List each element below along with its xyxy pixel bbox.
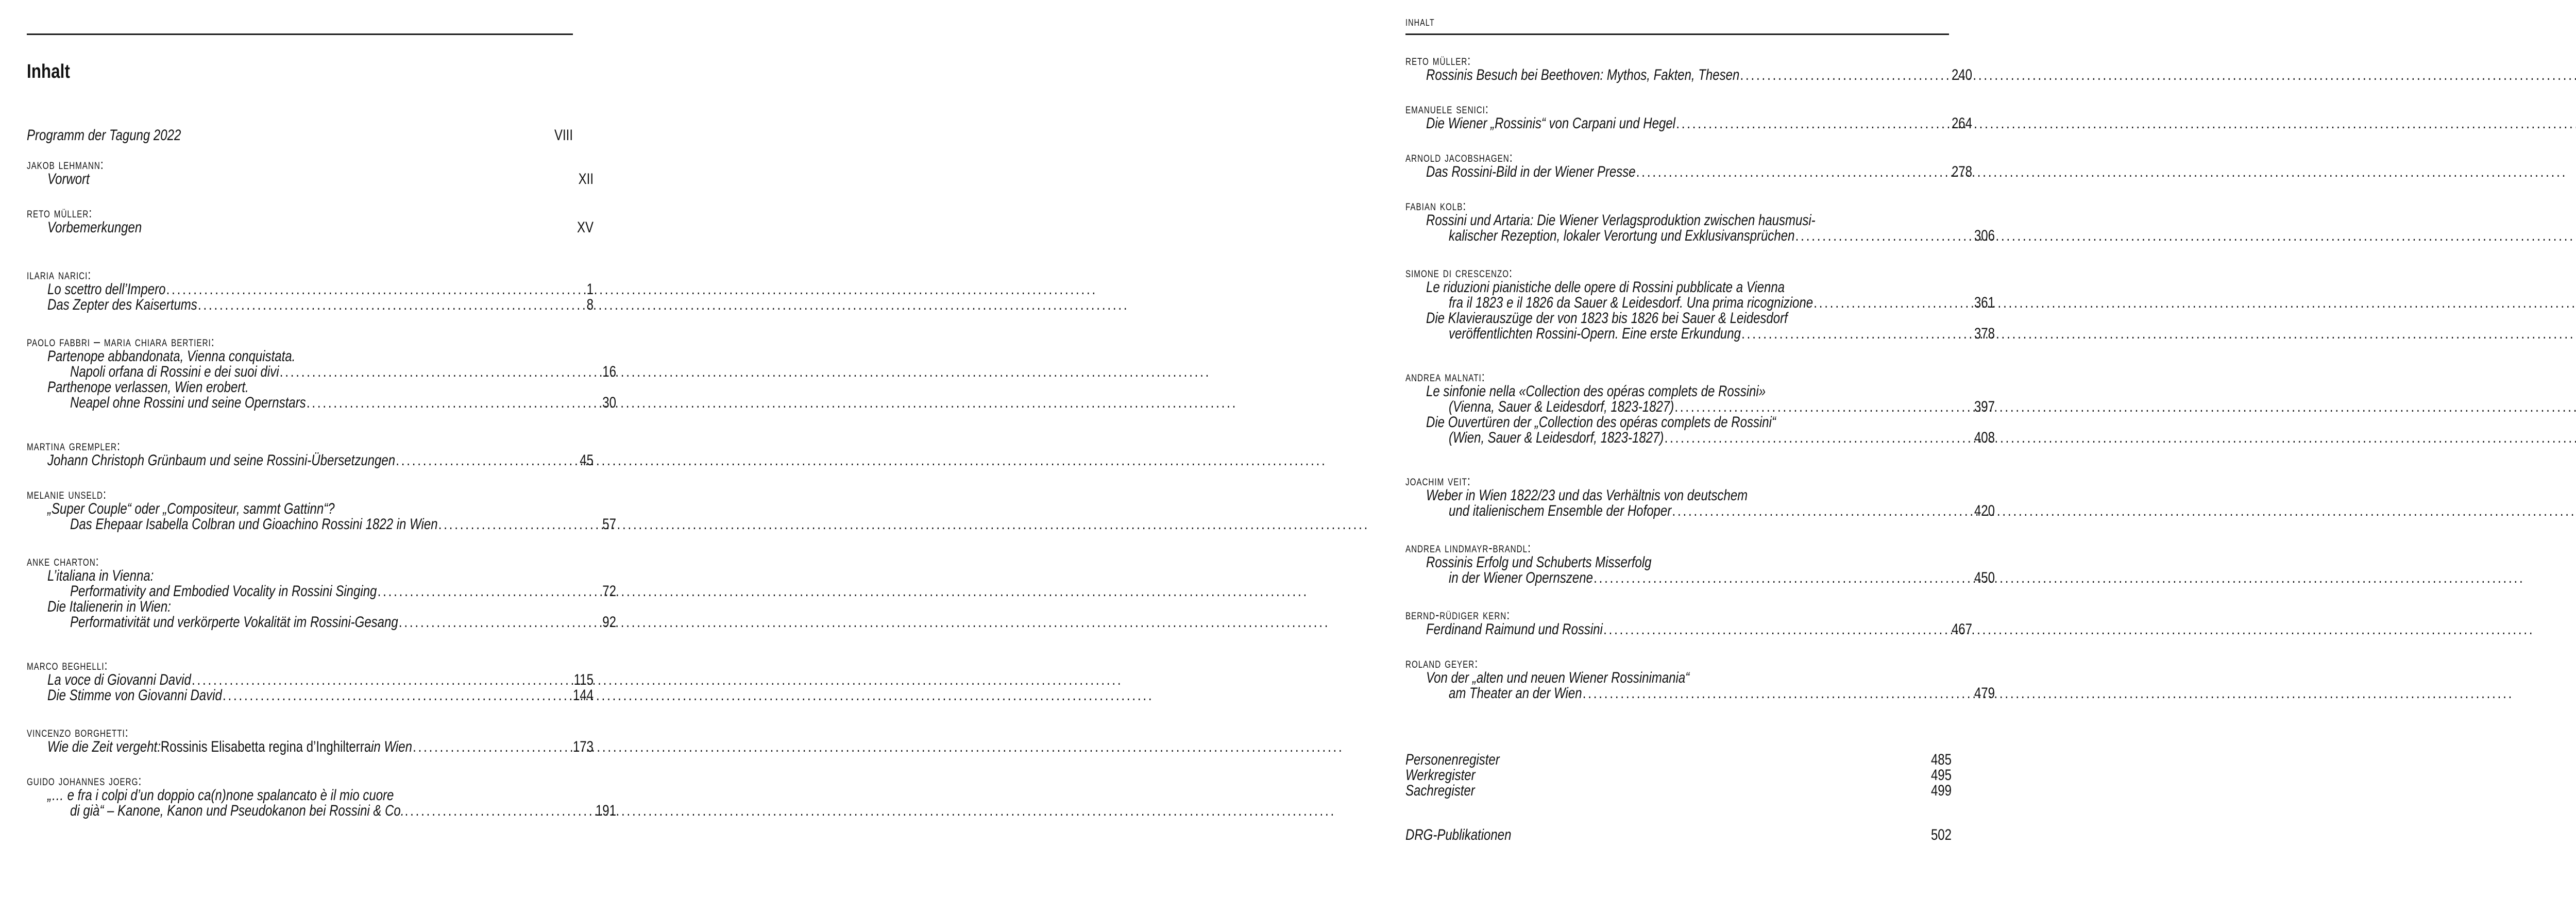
page-number: 397 bbox=[1974, 398, 1995, 415]
toc-entry-line[interactable] bbox=[1405, 783, 1952, 799]
toc-entry-author: fabian kolb: bbox=[1405, 198, 1467, 213]
toc-entry-title: Rossini und Artaria: Die Wiener Verlagsproduktion zwischen hausmusi- bbox=[1426, 212, 1816, 229]
dot-leader bbox=[1741, 326, 1973, 342]
toc-entry-line[interactable] bbox=[27, 599, 594, 615]
page-number: 1 bbox=[586, 281, 594, 298]
dot-leader bbox=[378, 584, 601, 599]
toc-entry-line[interactable] bbox=[27, 688, 594, 703]
toc-entry-title: Die Italienerin in Wien: bbox=[47, 598, 171, 615]
toc-entry-title-run: in Wien bbox=[371, 738, 412, 755]
toc-entry bbox=[1405, 656, 2142, 701]
right-page-top-rule bbox=[1405, 33, 1949, 35]
toc-entry-line[interactable] bbox=[27, 453, 594, 468]
toc-entry-author: vincenzo borghetti: bbox=[27, 724, 129, 740]
toc-entry-author: andrea lindmayr-brandl: bbox=[1405, 540, 1531, 555]
toc-entry-title: Rossinis Besuch bei Beethoven: Mythos, Fakten, Thesen bbox=[1426, 66, 1740, 83]
toc-entry-line[interactable] bbox=[27, 220, 594, 235]
page-number: 240 bbox=[1951, 66, 1972, 83]
toc-entry bbox=[1405, 541, 2142, 586]
toc-entry-line[interactable] bbox=[1405, 670, 1972, 686]
toc-entry-title: am Theater an der Wien bbox=[1449, 685, 1582, 702]
dot-leader bbox=[399, 615, 601, 630]
toc-entry-line[interactable] bbox=[1405, 622, 1972, 637]
dot-leader bbox=[1665, 430, 1973, 446]
page-number: 502 bbox=[1930, 826, 1952, 843]
toc-entry bbox=[27, 554, 764, 630]
toc-entry-title: Lo scettro dell’Impero bbox=[47, 281, 166, 298]
running-head-label: inhalt bbox=[1405, 14, 1435, 29]
toc-entry-author: ilaria narici: bbox=[27, 267, 92, 282]
toc-entry bbox=[1405, 150, 2114, 180]
toc-entry-line[interactable] bbox=[1405, 326, 1995, 342]
toc-entry-line[interactable] bbox=[1405, 228, 1995, 244]
dot-leader bbox=[1672, 503, 1973, 519]
toc-entry-title: Performativität und verkörperte Vokalität im Rossini-Gesang bbox=[70, 614, 398, 631]
toc-entry-line[interactable] bbox=[1405, 415, 1972, 430]
toc-entry-line[interactable] bbox=[1405, 503, 1995, 519]
dot-leader bbox=[1594, 570, 1973, 586]
toc-entry-line[interactable] bbox=[27, 128, 573, 143]
toc-entry bbox=[27, 335, 764, 411]
dot-leader bbox=[1795, 228, 1973, 244]
toc-entry-line[interactable] bbox=[27, 803, 616, 819]
toc-entry-title: fra il 1823 e il 1826 da Sauer & Leidesdorf. Una prima ricognizione bbox=[1449, 294, 1814, 311]
toc-entry bbox=[1405, 102, 2114, 131]
toc-entry-title: Vorbemerkungen bbox=[47, 219, 142, 236]
dot-leader bbox=[280, 364, 601, 380]
toc-entry-line[interactable] bbox=[1405, 213, 1972, 228]
toc-entry-author: arnold jacobshagen: bbox=[1405, 149, 1513, 165]
toc-entry bbox=[1405, 54, 2114, 83]
toc-entry-title: Die Klavierauszüge der von 1823 bis 1826 bei Sauer & Leidesdorf bbox=[1426, 310, 1788, 327]
toc-entry bbox=[27, 725, 735, 755]
toc-entry-title: Napoli orfana di Rossini e dei suoi divi bbox=[70, 363, 279, 380]
dot-leader bbox=[413, 739, 571, 755]
toc-entry-author: emanuele senici: bbox=[1405, 101, 1489, 116]
toc-entry-title: veröffentlichten Rossini-Opern. Eine erste Erkundung bbox=[1449, 325, 1741, 342]
toc-entry-line[interactable] bbox=[1405, 116, 1972, 131]
dot-leader bbox=[396, 453, 579, 468]
toc-entry bbox=[27, 158, 735, 187]
toc-entry bbox=[27, 206, 735, 235]
toc-entry bbox=[1405, 474, 2142, 519]
page-number: 16 bbox=[602, 363, 616, 380]
dot-leader bbox=[1814, 295, 1973, 311]
toc-entry-title: Das Ehepaar Isabella Colbran und Gioachino Rossini 1822 in Wien bbox=[70, 516, 438, 533]
page-number: 278 bbox=[1951, 163, 1972, 180]
page-number: 8 bbox=[586, 296, 594, 313]
toc-entry-line[interactable] bbox=[1405, 384, 1972, 399]
toc-entry-title: (Wien, Sauer & Leidesdorf, 1823-1827) bbox=[1449, 429, 1664, 446]
toc-entry-title: Rossinis Erfolg und Schuberts Misserfolg bbox=[1426, 554, 1652, 571]
dot-leader bbox=[192, 672, 572, 688]
toc-entry-line[interactable] bbox=[27, 349, 594, 364]
toc-entry-line[interactable] bbox=[1405, 555, 1972, 570]
toc-entry-title: Sachregister bbox=[1405, 782, 1475, 799]
toc-entry-author: anke charton: bbox=[27, 553, 99, 569]
toc-entry-line[interactable] bbox=[1405, 67, 1972, 83]
toc-entry-line[interactable] bbox=[1405, 686, 1995, 701]
page-number: XII bbox=[578, 171, 594, 188]
toc-entry-line[interactable] bbox=[1405, 488, 1972, 503]
toc-entry bbox=[27, 268, 735, 313]
toc-entry-line[interactable] bbox=[1405, 295, 1995, 311]
toc-entry-line[interactable] bbox=[1405, 768, 1952, 783]
toc-entry-line[interactable] bbox=[1405, 827, 1952, 843]
page-number: VIII bbox=[554, 127, 573, 144]
page-number: 378 bbox=[1974, 325, 1995, 342]
toc-entry-line[interactable] bbox=[27, 788, 594, 803]
page-number: 30 bbox=[602, 394, 616, 411]
page-number: 495 bbox=[1930, 767, 1952, 784]
toc-entry-line[interactable] bbox=[1405, 430, 1995, 446]
toc-entry-author: reto müller: bbox=[1405, 53, 1471, 68]
toc-entry-author: paolo fabbri – maria chiara bertieri: bbox=[27, 334, 215, 349]
toc-entry-line[interactable] bbox=[27, 739, 594, 755]
toc-entry-title: kalischer Rezeption, lokaler Verortung und Exklusivansprüchen bbox=[1449, 227, 1795, 244]
toc-entry-title: Johann Christoph Grünbaum und seine Rossini-Übersetzungen bbox=[47, 452, 396, 469]
toc-entry-title: Parthenope verlassen, Wien erobert. bbox=[47, 379, 249, 396]
toc-entry-line[interactable] bbox=[27, 584, 616, 599]
toc-entry-title: Ferdinand Raimund und Rossini bbox=[1426, 621, 1603, 638]
dot-leader bbox=[166, 282, 586, 297]
toc-entry-title: di già“ – Kanone, Kanon und Pseudokanon bei Rossini & Co. bbox=[70, 802, 404, 819]
page-number: 408 bbox=[1974, 429, 1995, 446]
toc-entry-line[interactable] bbox=[1405, 311, 1972, 326]
toc-entry-line[interactable] bbox=[1405, 752, 1952, 768]
toc-entry-title-run: Wie die Zeit vergeht: bbox=[47, 738, 161, 755]
toc-entry-author: marco beghelli: bbox=[27, 657, 108, 673]
toc-entry-line[interactable] bbox=[1405, 570, 1995, 586]
toc-entry-title: Die Ouvertüren der „Collection des opéras complets de Rossini“ bbox=[1426, 414, 1776, 431]
toc-entry bbox=[27, 774, 764, 819]
toc-entry-line[interactable] bbox=[27, 501, 594, 517]
toc-entry-title: Le riduzioni pianistiche delle opere di Rossini pubblicate a Vienna bbox=[1426, 279, 1785, 296]
toc-entry-author: roland geyer: bbox=[1405, 655, 1479, 671]
toc-entry-title: Die Wiener „Rossinis“ von Carpani und Hegel bbox=[1426, 115, 1675, 132]
dot-leader bbox=[438, 517, 601, 532]
toc-entry-title: Partenope abbandonata, Vienna conquistata. bbox=[47, 348, 296, 365]
toc-entry bbox=[27, 439, 735, 468]
toc-entry bbox=[1405, 266, 2142, 342]
page-number: 45 bbox=[580, 452, 594, 469]
page-number: 92 bbox=[602, 614, 616, 631]
dot-leader bbox=[1740, 67, 1951, 83]
toc-entry-author: simone di crescenzo: bbox=[1405, 265, 1513, 280]
toc-entry-author: reto müller: bbox=[27, 205, 93, 221]
page-number: 420 bbox=[1974, 502, 1995, 519]
toc-entry-author: andrea malnati: bbox=[1405, 369, 1485, 384]
dot-leader bbox=[198, 297, 585, 313]
toc-entry-title: L’italiana in Vienna: bbox=[47, 567, 154, 584]
toc-entry-author: martina grempler: bbox=[27, 438, 121, 453]
toc-entry-author: jakob lehmann: bbox=[27, 157, 104, 172]
toc-entry-title: Das Zepter des Kaisertums bbox=[47, 296, 197, 313]
toc-entry-title: Programm der Tagung 2022 bbox=[27, 127, 181, 144]
page-number: 450 bbox=[1974, 569, 1995, 586]
toc-entry-title: Vorwort bbox=[47, 171, 90, 188]
toc-entry-line[interactable] bbox=[27, 172, 594, 187]
toc-entry bbox=[1405, 752, 2088, 799]
toc-entry-title: Von der „alten und neuen Wiener Rossinimania“ bbox=[1426, 669, 1690, 686]
toc-entry-title: La voce di Giovanni David bbox=[47, 671, 191, 688]
page-number: 57 bbox=[602, 516, 616, 533]
toc-entry-title: Le sinfonie nella «Collection des opéras complets de Rossini» bbox=[1426, 383, 1766, 400]
page-number: 467 bbox=[1951, 621, 1972, 638]
page-number: 361 bbox=[1974, 294, 1995, 311]
dot-leader bbox=[1603, 622, 1950, 637]
toc-entry-line[interactable] bbox=[27, 615, 616, 630]
page-number: 485 bbox=[1930, 751, 1952, 768]
right-page bbox=[659, 0, 1995, 897]
toc-entry-author: guido johannes joerg: bbox=[27, 773, 142, 788]
toc-entry-title: (Vienna, Sauer & Leidesdorf, 1823-1827) bbox=[1449, 398, 1674, 415]
page-title: Inhalt bbox=[27, 61, 71, 82]
toc-entry-title: Das Rossini-Bild in der Wiener Presse bbox=[1426, 163, 1636, 180]
dot-leader bbox=[1676, 116, 1950, 131]
toc-entry-title: Personenregister bbox=[1405, 751, 1500, 768]
dot-leader bbox=[405, 803, 595, 819]
left-page bbox=[0, 0, 659, 897]
toc-entry-author: joachim veit: bbox=[1405, 473, 1471, 488]
toc-entry-title: „Super Couple“ oder „Compositeur, sammt Gattinn“? bbox=[47, 500, 335, 517]
toc-entry-line[interactable] bbox=[27, 395, 616, 411]
dot-leader bbox=[1674, 399, 1973, 415]
toc-entry bbox=[1405, 827, 2088, 843]
toc-entry-line[interactable] bbox=[27, 517, 616, 532]
page-number: 264 bbox=[1951, 115, 1972, 132]
toc-entry-line[interactable] bbox=[27, 568, 594, 584]
page-number: 499 bbox=[1930, 782, 1952, 799]
page-number: 191 bbox=[595, 802, 616, 819]
dot-leader bbox=[1636, 164, 1951, 180]
toc-entry bbox=[1405, 370, 2142, 446]
dot-leader bbox=[223, 688, 572, 703]
toc-entry-title: in der Wiener Opernszene bbox=[1449, 569, 1593, 586]
running-head bbox=[1405, 14, 1442, 29]
toc-entry-title-run: Rossinis Elisabetta regina d’Inghilterra bbox=[160, 738, 371, 755]
toc-entry bbox=[27, 487, 764, 532]
dot-leader bbox=[307, 395, 601, 411]
toc-entry-line[interactable] bbox=[27, 282, 594, 297]
toc-entry bbox=[27, 658, 735, 703]
toc-entry-title: Weber in Wien 1822/23 und das Verhältnis von deutschem bbox=[1426, 487, 1748, 504]
toc-entry bbox=[1405, 608, 2114, 637]
toc-entry-title: Performativity and Embodied Vocality in Rossini Singing bbox=[70, 583, 377, 600]
left-page-top-rule bbox=[27, 33, 573, 35]
page-number: 173 bbox=[572, 738, 594, 755]
toc-entry-line[interactable] bbox=[27, 364, 616, 380]
page-number: 115 bbox=[573, 671, 594, 688]
toc-entry-line[interactable] bbox=[1405, 164, 1972, 180]
toc-entry-title: und italienischem Ensemble der Hofoper bbox=[1449, 502, 1672, 519]
toc-entry-title: Werkregister bbox=[1405, 767, 1476, 784]
toc-entry bbox=[27, 128, 709, 143]
toc-entry-line[interactable] bbox=[27, 297, 594, 313]
page-number: 144 bbox=[572, 687, 594, 704]
toc-entry-line[interactable] bbox=[1405, 399, 1995, 415]
toc-entry-author: bernd-rüdiger kern: bbox=[1405, 607, 1511, 622]
dot-leader bbox=[1583, 686, 1973, 701]
page-number: 72 bbox=[602, 583, 616, 600]
page-number: XV bbox=[577, 219, 594, 236]
toc-entry-author: melanie unseld: bbox=[27, 486, 107, 502]
toc-entry-title: Die Stimme von Giovanni David bbox=[47, 687, 222, 704]
toc-entry-line[interactable] bbox=[27, 672, 594, 688]
toc-entry-title: Neapel ohne Rossini und seine Opernstars bbox=[70, 394, 306, 411]
toc-entry-line[interactable] bbox=[27, 380, 594, 395]
page-number: 306 bbox=[1974, 227, 1995, 244]
toc-entry-line[interactable] bbox=[1405, 280, 1972, 295]
toc-entry-title: „… e fra i colpi d’un doppio ca(n)none spalancato è il mio cuore bbox=[47, 787, 394, 804]
toc-entry-title: DRG-Publikationen bbox=[1405, 826, 1512, 843]
toc-entry bbox=[1405, 199, 2142, 244]
page-number: 479 bbox=[1974, 685, 1995, 702]
